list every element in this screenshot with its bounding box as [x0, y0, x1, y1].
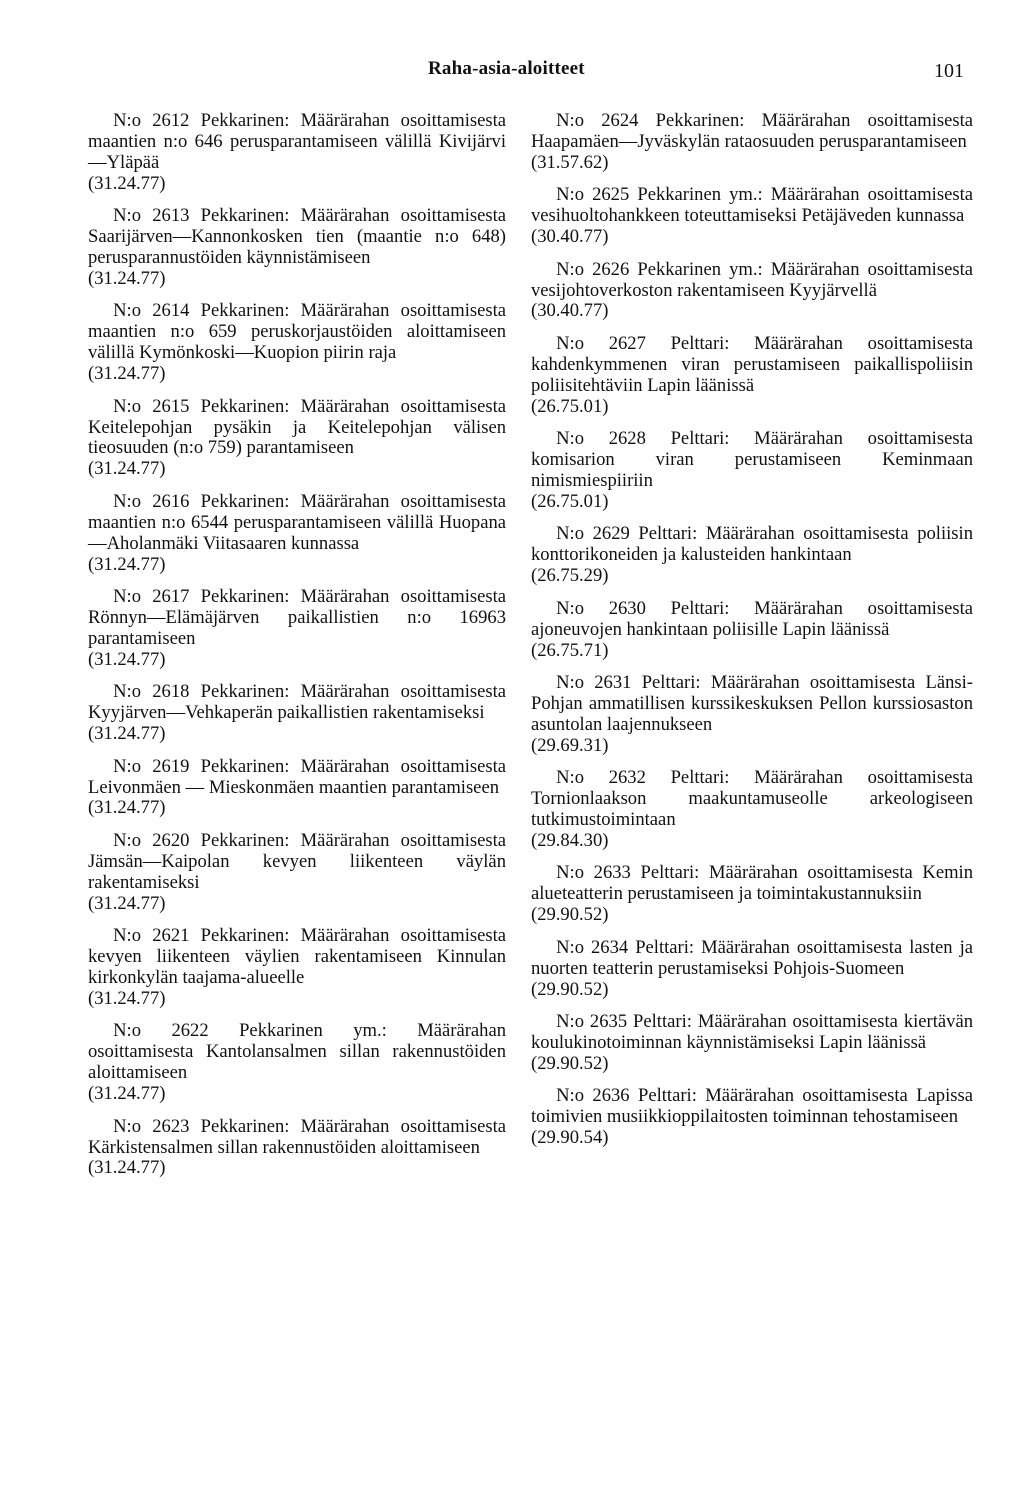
motion-budget-code: (29.90.52) — [531, 978, 609, 1000]
motion-budget-code: (26.75.29) — [531, 565, 609, 587]
motion-budget-code: (31.24.77) — [88, 648, 166, 670]
motion-entry — [88, 831, 506, 915]
motion-budget-code: (31.24.77) — [88, 553, 166, 575]
motion-budget-code: (30.40.77) — [531, 300, 609, 322]
motion-budget-code: (29.84.30) — [531, 829, 609, 851]
motion-text: N:o 2633 Pelttari: Määrärahan osoittamisesta Kemin alueteatterin perustamiseen ja toimintakustannuksiin — [531, 862, 973, 905]
motion-entry — [531, 768, 973, 852]
motion-text: N:o 2620 Pekkarinen: Määrärahan osoittamisesta Jämsän—Kaipolan kevyen liikenteen väylän rakentamiseksi — [88, 829, 506, 893]
motion-budget-code: (29.90.52) — [531, 1052, 609, 1074]
motion-entry — [88, 757, 506, 820]
motion-budget-code: (31.24.77) — [88, 987, 166, 1009]
motion-text: N:o 2614 Pekkarinen: Määrärahan osoittamisesta maantien n:o 659 peruskorjaustöiden aloittamiseen välillä Kymönkoski—Kuopion piirin raja — [88, 300, 506, 364]
left-column — [88, 111, 506, 1191]
motion-budget-code: (31.24.77) — [88, 363, 166, 385]
motion-text: N:o 2634 Pelttari: Määrärahan osoittamisesta lasten ja nuorten teatterin perustamiseksi Pohjois-Suomeen — [531, 936, 973, 979]
motion-text: N:o 2621 Pekkarinen: Määrärahan osoittamisesta kevyen liikenteen väylien rakentamiseen Kinnulan kirkonkylän taajama-alueelle — [88, 925, 506, 988]
motion-budget-code: (31.24.77) — [88, 458, 166, 480]
motion-text: N:o 2627 Pelttari: Määrärahan osoittamisesta kahdenkymmenen viran perustamiseen paikallispoliisin poliisitehtäviin Lapin läänissä — [531, 332, 973, 396]
motion-text: N:o 2615 Pekkarinen: Määrärahan osoittamisesta Keitelepohjan pysäkin ja Keitelepohjan välisen tieosuuden (n:o 759) parantamiseen — [88, 395, 506, 459]
motion-budget-code: (31.24.77) — [88, 1083, 166, 1105]
motion-budget-code: (29.90.54) — [531, 1127, 609, 1149]
motion-entry — [531, 1012, 973, 1075]
running-title: Raha-asia-aloitteet — [428, 58, 585, 79]
motion-text: N:o 2623 Pekkarinen: Määrärahan osoittamisesta Kärkistensalmen sillan rakennustöiden aloittamiseen — [88, 1115, 506, 1158]
motion-entry — [88, 111, 506, 195]
motion-entry — [531, 429, 973, 513]
motion-budget-code: (26.75.01) — [531, 395, 609, 417]
motion-text: N:o 2616 Pekkarinen: Määrärahan osoittamisesta maantien n:o 6544 perusparantamiseen välillä Huopana—Aholanmäki Viitasaaren kunnassa — [88, 490, 506, 554]
motion-text: N:o 2619 Pekkarinen: Määrärahan osoittamisesta Leivonmäen — Mieskonmäen maantien parantamiseen — [88, 755, 506, 798]
motion-budget-code: (31.24.77) — [88, 267, 166, 289]
motion-text: N:o 2636 Pelttari: Määrärahan osoittamisesta Lapissa toimivien musiikkioppilaitosten toiminnan tehostamiseen — [531, 1085, 973, 1128]
motion-budget-code: (31.24.77) — [88, 797, 166, 819]
motion-entry — [88, 587, 506, 671]
motion-text: N:o 2613 Pekkarinen: Määrärahan osoittamisesta Saarijärven—Kannonkosken tien (maantie n:o 648) perusparannustöiden käynnistämiseen — [88, 205, 506, 269]
motion-budget-code: (30.40.77) — [531, 226, 609, 248]
motion-text: N:o 2624 Pekkarinen: Määrärahan osoittamisesta Haapamäen—Jyväskylän rataosuuden perusparantamiseen — [531, 110, 973, 152]
motion-entry — [88, 1021, 506, 1105]
motion-entry — [531, 185, 973, 248]
motion-entry — [531, 1086, 973, 1149]
motion-budget-code: (31.24.77) — [88, 723, 166, 745]
motion-entry — [88, 206, 506, 290]
motion-text: N:o 2626 Pekkarinen ym.: Määrärahan osoittamisesta vesijohtoverkoston rakentamiseen Kyyjärvellä — [531, 258, 973, 301]
page-number: 101 — [934, 60, 964, 82]
motion-budget-code: (31.24.77) — [88, 892, 166, 914]
motion-entry — [88, 397, 506, 481]
motion-text: N:o 2618 Pekkarinen: Määrärahan osoittamisesta Kyyjärven—Vehkaperän paikallistien rakentamiseksi — [88, 681, 506, 724]
motion-text: N:o 2630 Pelttari: Määrärahan osoittamisesta ajoneuvojen hankintaan poliisille Lapin läänissä — [531, 597, 973, 640]
motion-text: N:o 2628 Pelttari: Määrärahan osoittamisesta komisarion viran perustamiseen Keminmaan nimismiespiiriin — [531, 428, 973, 491]
motion-entry — [88, 926, 506, 1010]
motion-text: N:o 2617 Pekkarinen: Määrärahan osoittamisesta Rönnyn—Elämäjärven paikallistien n:o 16963 parantamiseen — [88, 586, 506, 649]
motion-entry — [531, 863, 973, 926]
motion-text: N:o 2625 Pekkarinen ym.: Määrärahan osoittamisesta vesihuoltohankkeen toteuttamiseksi Petäjäveden kunnassa — [531, 184, 973, 227]
motion-entry — [88, 682, 506, 745]
motion-budget-code: (29.90.52) — [531, 904, 609, 926]
motion-entry — [531, 673, 973, 757]
motion-entry — [531, 334, 973, 418]
motion-budget-code: (31.24.77) — [88, 172, 166, 194]
motion-entry — [531, 938, 973, 1001]
motion-text: N:o 2631 Pelttari: Määrärahan osoittamisesta Länsi-Pohjan ammatillisen kurssikeskuksen Pellon kurssiosaston asuntolan laajennukseen — [531, 672, 973, 735]
page-header — [0, 58, 1024, 88]
motion-entry — [88, 301, 506, 385]
motion-entry — [531, 524, 973, 587]
motion-budget-code: (31.24.77) — [88, 1157, 166, 1179]
motion-entry — [531, 260, 973, 323]
motion-budget-code: (26.75.71) — [531, 639, 609, 661]
motion-entry — [88, 492, 506, 576]
motion-text: N:o 2612 Pekkarinen: Määrärahan osoittamisesta maantien n:o 646 perusparantamiseen välillä Kivijärvi—Yläpää — [88, 110, 506, 173]
motion-budget-code: (29.69.31) — [531, 734, 609, 756]
motion-entry — [88, 1117, 506, 1180]
motion-entry — [531, 111, 973, 174]
right-column — [531, 111, 973, 1161]
motion-text: N:o 2635 Pelttari: Määrärahan osoittamisesta kiertävän koulukinotoiminnan käynnistämiseksi Lapin läänissä — [531, 1011, 973, 1053]
motion-text: N:o 2622 Pekkarinen ym.: Määrärahan osoittamisesta Kantolansalmen sillan rakennustöiden aloittamiseen — [88, 1020, 506, 1084]
motion-budget-code: (26.75.01) — [531, 490, 609, 512]
motion-text: N:o 2629 Pelttari: Määrärahan osoittamisesta poliisin konttorikoneiden ja kalusteiden hankintaan — [531, 523, 973, 566]
motion-budget-code: (31.57.62) — [531, 151, 609, 173]
motion-entry — [531, 599, 973, 662]
motion-text: N:o 2632 Pelttari: Määrärahan osoittamisesta Tornionlaakson maakuntamuseolle arkeologiseen tutkimustoimintaan — [531, 767, 973, 831]
